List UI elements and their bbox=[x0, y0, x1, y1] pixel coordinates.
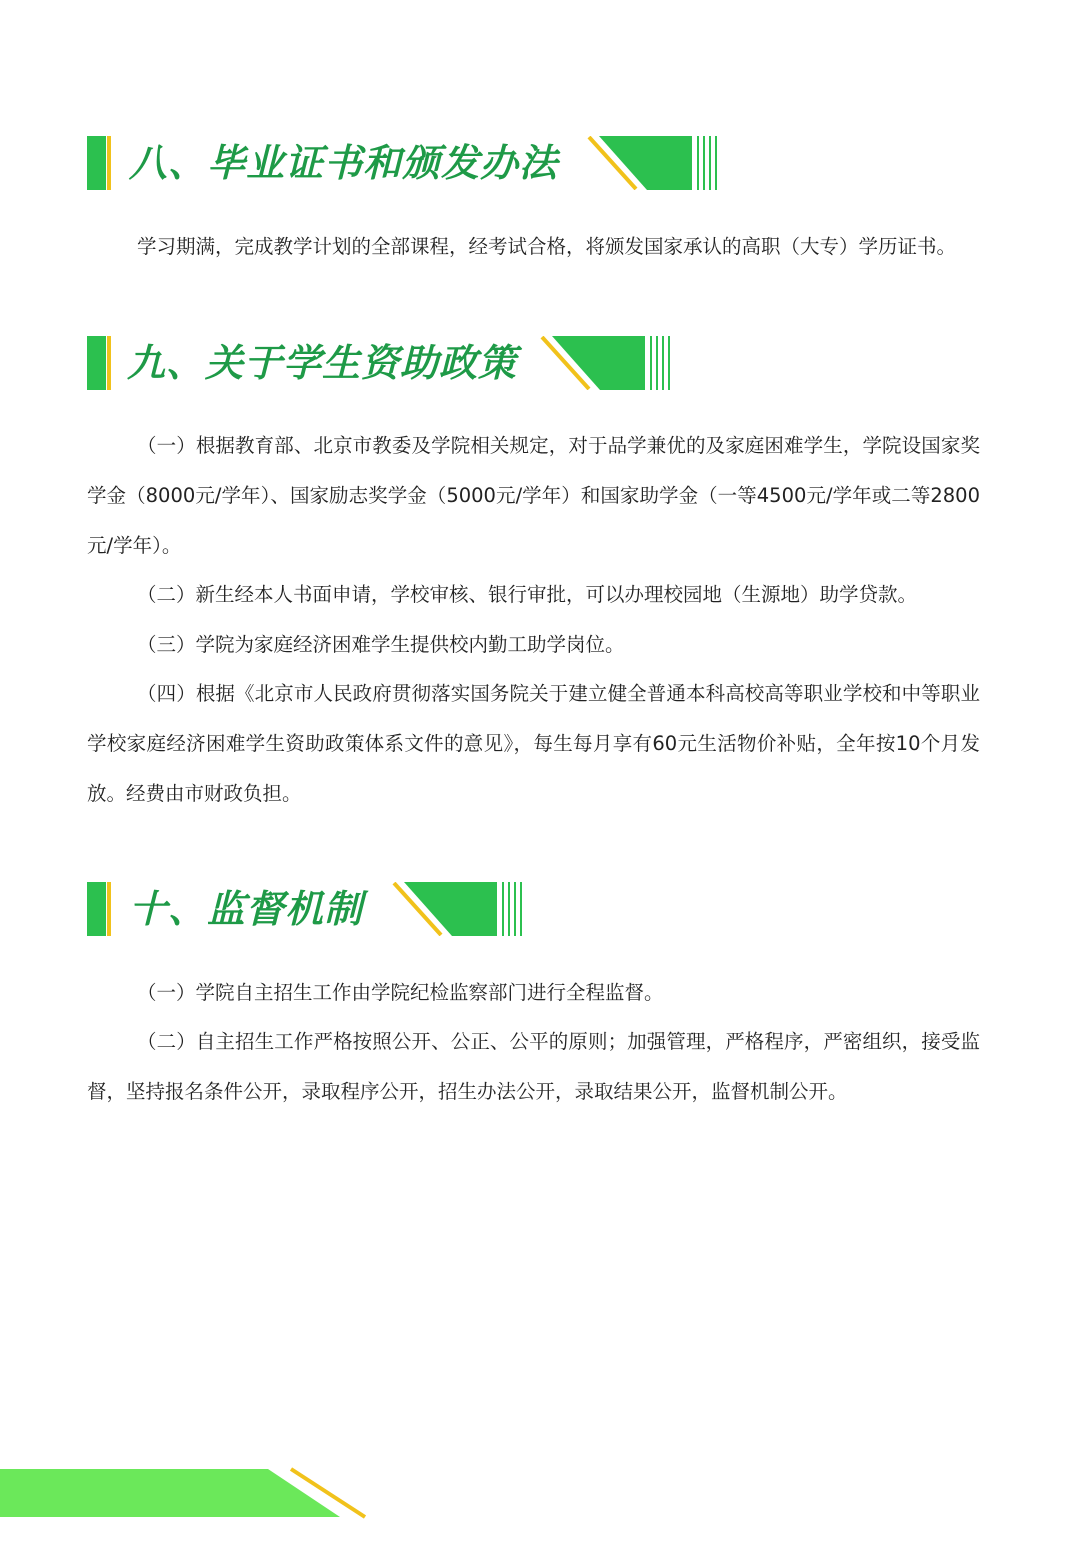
heading-accent-icon bbox=[107, 136, 111, 190]
paragraph: （二）自主招生工作严格按照公开、公正、公平的原则；加强管理，严格程序，严密组织，接受监督，坚持报名条件公开，录取程序公开，招生办法公开，录取结果公开，监督机制公开。 bbox=[87, 1030, 980, 1103]
heading-bar-icon bbox=[87, 136, 106, 190]
heading-accent-icon bbox=[107, 882, 111, 936]
paragraph: （四）根据《北京市人民政府贯彻落实国务院关于建立健全普通本科高校高等职业学校和中等职业学校家庭经济困难学生资助政策体系文件的意见》，每生每月享有60元生活物价补贴，全年按10个月发放。经费由市财政负担。 bbox=[87, 682, 980, 805]
heading-bar-icon bbox=[87, 882, 106, 936]
section-title: 九、关于学生资助政策 bbox=[127, 341, 518, 385]
heading-decoration-icon bbox=[587, 136, 727, 190]
section-title: 八、毕业证书和颁发办法 bbox=[129, 141, 559, 185]
paragraph: 学习期满，完成教学计划的全部课程，经考试合格，将颁发国家承认的高职（大专）学历证书。 bbox=[137, 235, 957, 258]
section-title: 十、监督机制 bbox=[129, 887, 364, 931]
footer-decoration-icon bbox=[0, 1466, 380, 1520]
section-heading-10 bbox=[87, 882, 547, 936]
heading-accent-icon bbox=[107, 336, 111, 390]
paragraph: （一）根据教育部、北京市教委及学院相关规定，对于品学兼优的及家庭困难学生，学院设国家奖学金（8000元/学年）、国家励志奖学金（5000元/学年）和国家助学金（一等4500元/学年或二等2800元/学年）。 bbox=[87, 434, 980, 557]
section-heading-8 bbox=[87, 136, 727, 190]
paragraph: （一）学院自主招生工作由学院纪检监察部门进行全程监督。 bbox=[137, 981, 664, 1004]
section-heading-9 bbox=[87, 336, 687, 390]
heading-decoration-icon bbox=[540, 336, 680, 390]
paragraph: （二）新生经本人书面申请，学校审核、银行审批，可以办理校园地（生源地）助学贷款。 bbox=[137, 583, 918, 606]
heading-decoration-icon bbox=[392, 882, 532, 936]
paragraph: （三）学院为家庭经济困难学生提供校内勤工助学岗位。 bbox=[137, 633, 625, 656]
heading-bar-icon bbox=[87, 336, 106, 390]
